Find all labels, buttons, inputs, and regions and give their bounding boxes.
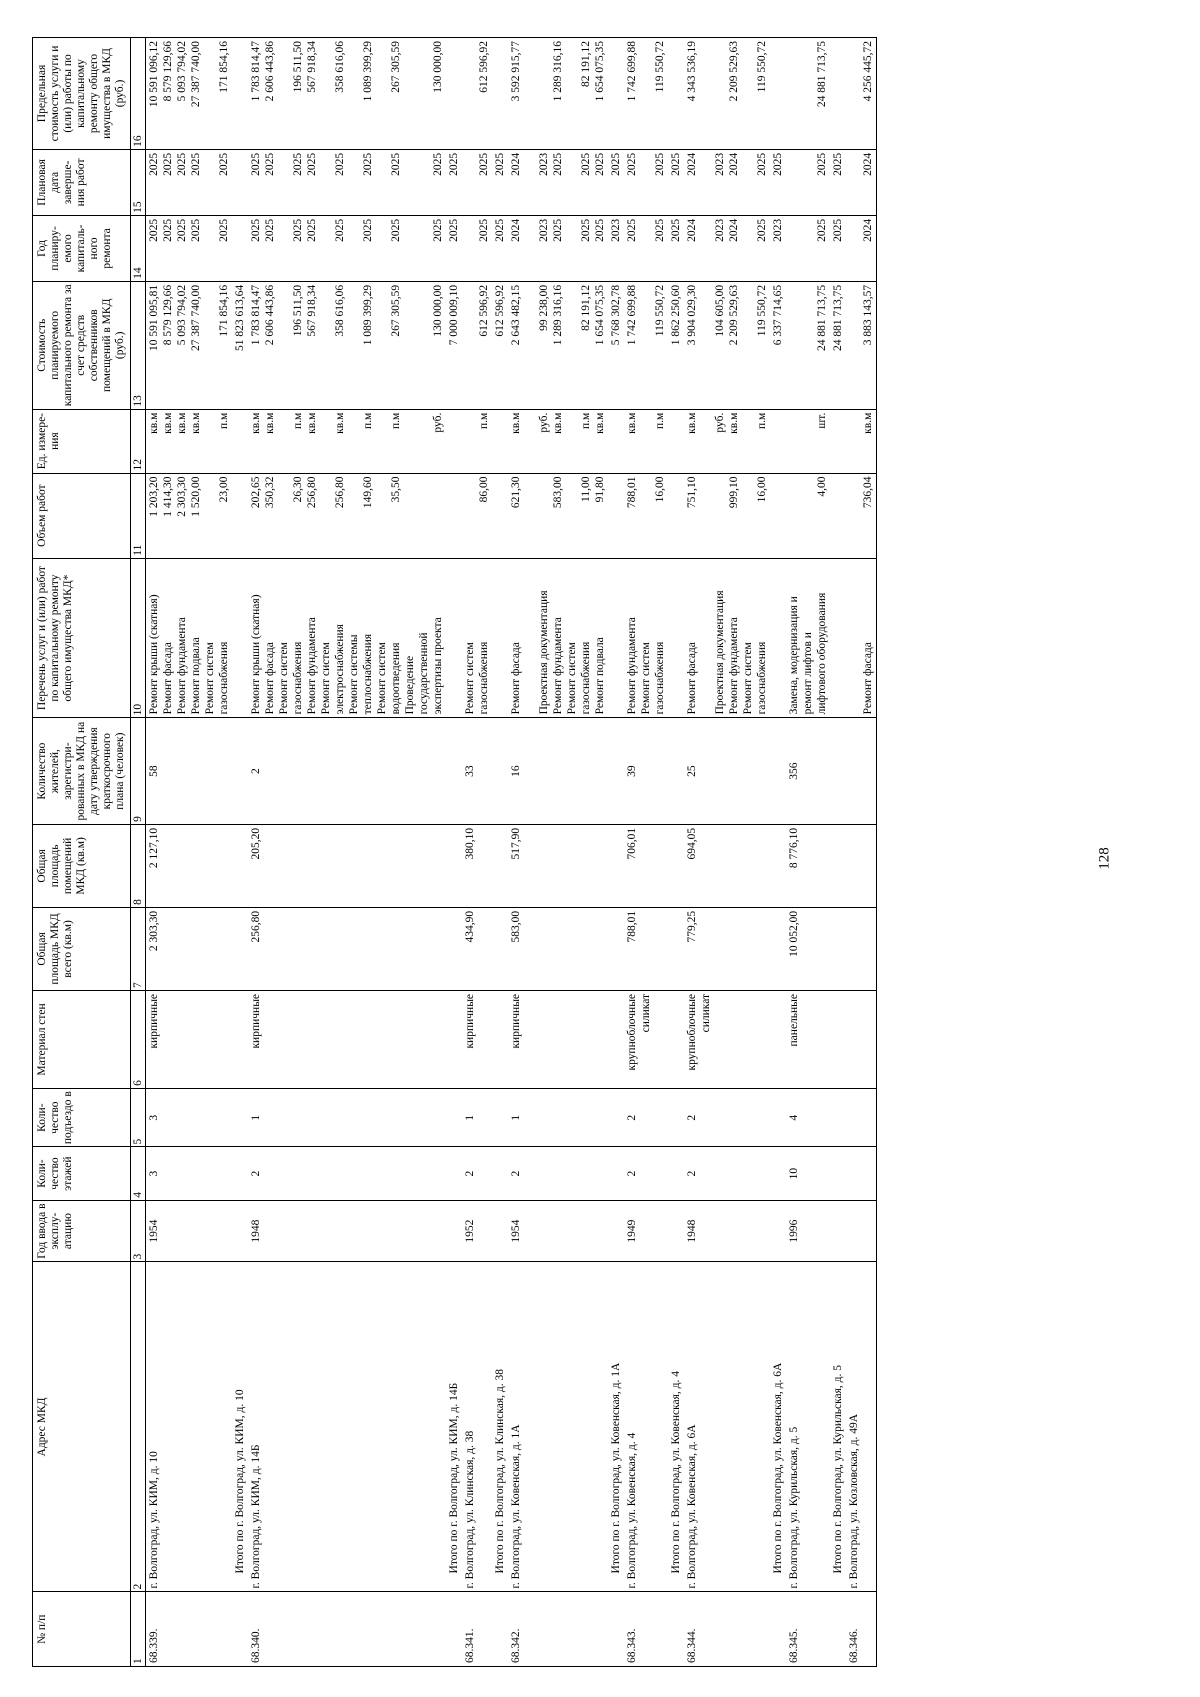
wall-material-cell: кирпичные <box>462 990 492 1088</box>
column-header: Год планиру-емого капиталь-ного ремонта <box>33 215 131 281</box>
unit-cell <box>608 409 624 473</box>
floors-cell <box>232 1147 248 1200</box>
floors-cell <box>846 1147 877 1200</box>
wall-material-cell <box>846 990 877 1088</box>
column-number: 7 <box>131 907 146 990</box>
column-number: 3 <box>131 1200 146 1262</box>
subtotal-row <box>668 38 684 1667</box>
column-header: Плановая дата заверше-ния работ <box>33 149 131 215</box>
works-list-cell: Ремонт крыши (скатная) Ремонт фасада Ремонт систем газоснабжения Ремонт фундамента Ремонт систем электроснабжения Ремонт системы теплоснабжения Ремонт систем водоотведения Проведение государственной экспертизы проекта <box>248 558 446 718</box>
total-area-cell: 583,00 <box>508 907 608 990</box>
address-cell: Итого по г. Волгоград, ул. Ковенская, д. 1А <box>608 1262 624 1592</box>
floors-cell: 10 <box>786 1147 830 1200</box>
year-cell <box>668 1200 684 1262</box>
max-cost-cell: 1 742 699,88 119 550,72 <box>624 38 668 150</box>
rooms-area-cell <box>232 824 248 907</box>
volume-cell <box>608 473 624 558</box>
volume-cell: 86,00 <box>462 473 492 558</box>
plan-year-cell: 2025 2025 2025 2025 2025 <box>146 215 233 281</box>
max-cost-cell: 1 783 814,47 2 606 443,86 196 511,50 567 918,34 358 616,06 1 089 399,29 267 305,59 130 000,00 <box>248 38 446 150</box>
row-number: 68.346. <box>846 1592 877 1667</box>
year-cell: 1952 <box>462 1200 492 1262</box>
end-date-cell: 2025 <box>668 149 684 215</box>
column-number: 16 <box>131 38 146 150</box>
column-number: 6 <box>131 990 146 1088</box>
works-list-cell: Ремонт фасада <box>846 558 877 718</box>
end-date-cell: 2025 2025 2025 2025 2025 2025 2025 2025 <box>248 149 446 215</box>
entrances-cell: 1 <box>462 1088 492 1147</box>
end-date-cell: 2025 <box>786 149 830 215</box>
address-cell: Итого по г. Волгоград, ул. КИМ, д. 10 <box>232 1262 248 1592</box>
row-number <box>770 1592 786 1667</box>
floors-cell <box>830 1147 846 1200</box>
end-date-cell: 2024 2023 2024 2025 <box>684 149 770 215</box>
entrances-cell: 3 <box>146 1088 233 1147</box>
subtotal-row <box>446 38 462 1667</box>
max-cost-cell: 4 343 536,19 2 209 529,63 119 550,72 <box>684 38 770 150</box>
wall-material-cell <box>232 990 248 1088</box>
entrances-cell: 1 <box>248 1088 446 1147</box>
table-row <box>786 38 830 1667</box>
total-area-cell: 256,80 <box>248 907 446 990</box>
floors-cell: 2 <box>248 1147 446 1200</box>
entrances-cell <box>446 1088 462 1147</box>
plan-year-cell: 2024 2023 2025 2025 2025 <box>508 215 608 281</box>
works-list-cell <box>446 558 462 718</box>
entrances-cell: 4 <box>786 1088 830 1147</box>
subtotal-row <box>770 38 786 1667</box>
cost-cell: 3 904 029,30 104 605,00 2 209 529,63 119 550,72 <box>684 281 770 409</box>
end-date-cell: 2025 2025 <box>624 149 668 215</box>
row-number: 68.344. <box>684 1592 770 1667</box>
residents-cell <box>492 718 508 824</box>
column-number: 12 <box>131 409 146 473</box>
floors-cell: 3 <box>146 1147 233 1200</box>
column-number: 14 <box>131 215 146 281</box>
rooms-area-cell: 205,20 <box>248 824 446 907</box>
total-area-cell <box>446 907 462 990</box>
cost-cell: 24 881 713,75 <box>830 281 846 409</box>
plan-year-cell: 2025 <box>830 215 846 281</box>
year-cell <box>846 1200 877 1262</box>
column-number: 8 <box>131 824 146 907</box>
plan-year-cell: 2023 <box>608 215 624 281</box>
total-area-cell <box>668 907 684 990</box>
subtotal-row <box>492 38 508 1667</box>
address-cell: г. Волгоград, ул. КИМ, д. 14Б <box>248 1262 446 1592</box>
row-number: 68.341. <box>462 1592 492 1667</box>
row-number <box>668 1592 684 1667</box>
works-list-cell <box>830 558 846 718</box>
residents-cell <box>830 718 846 824</box>
floors-cell: 2 <box>624 1147 668 1200</box>
year-cell <box>608 1200 624 1262</box>
floors-cell <box>668 1147 684 1200</box>
entrances-cell <box>492 1088 508 1147</box>
table-row <box>508 38 608 1667</box>
wall-material-cell: кирпичные <box>508 990 608 1088</box>
end-date-cell: 2025 <box>446 149 462 215</box>
plan-year-cell: 2025 <box>462 215 492 281</box>
volume-cell: 788,01 16,00 <box>624 473 668 558</box>
year-cell <box>830 1200 846 1262</box>
max-cost-cell <box>608 38 624 150</box>
column-header: Год ввода в эксплу-атацию <box>33 1200 131 1262</box>
works-list-cell: Замена, модернизация и ремонт лифтов и лифтового оборудования <box>786 558 830 718</box>
row-number: 68.343. <box>624 1592 668 1667</box>
end-date-cell: 2025 <box>462 149 492 215</box>
plan-year-cell: 2025 <box>492 215 508 281</box>
volume-cell <box>770 473 786 558</box>
column-number: 15 <box>131 149 146 215</box>
wall-material-cell: панельные <box>786 990 830 1088</box>
total-area-cell <box>846 907 877 990</box>
rooms-area-cell: 2 127,10 <box>146 824 233 907</box>
rooms-area-cell <box>846 824 877 907</box>
max-cost-cell: 612 596,92 <box>462 38 492 150</box>
column-header: Коли-чество этажей <box>33 1147 131 1200</box>
works-list-cell <box>232 558 248 718</box>
rooms-area-cell: 8 776,10 <box>786 824 830 907</box>
column-number: 10 <box>131 558 146 718</box>
wall-material-cell <box>608 990 624 1088</box>
entrances-cell: 1 <box>508 1088 608 1147</box>
subtotal-row <box>608 38 624 1667</box>
residents-cell: 2 <box>248 718 446 824</box>
floors-cell <box>608 1147 624 1200</box>
plan-year-cell: 2025 2025 <box>624 215 668 281</box>
address-cell: г. Волгоград, ул. Клинская, д. 38 <box>462 1262 492 1592</box>
address-cell: г. Волгоград, ул. КИМ, д. 10 <box>146 1262 233 1592</box>
residents-cell: 356 <box>786 718 830 824</box>
plan-year-cell: 2025 2025 2025 2025 2025 2025 2025 2025 <box>248 215 446 281</box>
unit-cell: кв.м руб. кв.м п.м <box>684 409 770 473</box>
row-number: 68.345. <box>786 1592 830 1667</box>
residents-cell: 16 <box>508 718 608 824</box>
cost-cell: 10 591 095,81 8 579 129,66 5 093 794,02 27 387 740,00 171 854,16 <box>146 281 233 409</box>
wall-material-cell <box>668 990 684 1088</box>
cost-cell: 1 783 814,47 2 606 443,86 196 511,50 567 918,34 358 616,06 1 089 399,29 267 305,59 130 000,00 <box>248 281 446 409</box>
address-cell: Итого по г. Волгоград, ул. Ковенская, д. 4 <box>668 1262 684 1592</box>
row-number <box>446 1592 462 1667</box>
column-header: Коли-чество подъездо в <box>33 1088 131 1147</box>
volume-cell: 1 203,20 1 414,30 2 303,30 1 520,00 23,00 <box>146 473 233 558</box>
subtotal-row <box>232 38 248 1667</box>
column-number: 9 <box>131 718 146 824</box>
unit-cell <box>830 409 846 473</box>
works-list-cell: Ремонт фундамента Ремонт систем газоснабжения <box>624 558 668 718</box>
plan-year-cell: 2024 <box>846 215 877 281</box>
floors-cell: 2 <box>684 1147 770 1200</box>
rooms-area-cell: 517,90 <box>508 824 608 907</box>
rooms-area-cell <box>830 824 846 907</box>
address-cell: Итого по г. Волгоград, ул. Курильская, д. 5 <box>830 1262 846 1592</box>
unit-cell <box>232 409 248 473</box>
floors-cell <box>770 1147 786 1200</box>
year-cell: 1949 <box>624 1200 668 1262</box>
volume-cell <box>446 473 462 558</box>
residents-cell <box>668 718 684 824</box>
table-body <box>146 38 877 1667</box>
works-list-cell <box>770 558 786 718</box>
table-row <box>684 38 770 1667</box>
volume-cell: 736,04 <box>846 473 877 558</box>
address-cell: Итого по г. Волгоград, ул. КИМ, д. 14Б <box>446 1262 462 1592</box>
repair-plan-table <box>32 37 877 1667</box>
row-number <box>830 1592 846 1667</box>
entrances-cell <box>232 1088 248 1147</box>
plan-year-cell: 2025 <box>668 215 684 281</box>
wall-material-cell <box>492 990 508 1088</box>
address-cell: г. Волгоград, ул. Козловская, д. 49А <box>846 1262 877 1592</box>
year-cell: 1996 <box>786 1200 830 1262</box>
works-list-cell <box>608 558 624 718</box>
wall-material-cell: кирпичные <box>146 990 233 1088</box>
column-header: Перечень услуг и (или) работ по капитальному ремонту общего имущества МКД* <box>33 558 131 718</box>
column-number: 1 <box>131 1592 146 1667</box>
address-cell: Итого по г. Волгоград, ул. Клинская, д. 38 <box>492 1262 508 1592</box>
works-list-cell: Ремонт систем газоснабжения <box>462 558 492 718</box>
unit-cell: кв.м руб. кв.м п.м кв.м <box>508 409 608 473</box>
unit-cell <box>446 409 462 473</box>
unit-cell: кв.м кв.м кв.м кв.м п.м <box>146 409 233 473</box>
total-area-cell: 434,90 <box>462 907 492 990</box>
plan-year-cell: 2025 <box>786 215 830 281</box>
unit-cell: кв.м п.м <box>624 409 668 473</box>
table-row <box>462 38 492 1667</box>
residents-cell <box>846 718 877 824</box>
works-list-cell: Ремонт крыши (скатная) Ремонт фасада Ремонт фундамента Ремонт подвала Ремонт систем газоснабжения <box>146 558 233 718</box>
column-header: Материал стен <box>33 990 131 1088</box>
residents-cell <box>446 718 462 824</box>
column-header: Общая площадь помещений МКД (кв.м) <box>33 824 131 907</box>
column-header: Объем работ <box>33 473 131 558</box>
rooms-area-cell: 706,01 <box>624 824 668 907</box>
column-header: Общая площадь МКД всего (кв.м) <box>33 907 131 990</box>
volume-cell: 751,10 999,10 16,00 <box>684 473 770 558</box>
cost-cell: 7 000 009,10 <box>446 281 462 409</box>
works-list-cell <box>668 558 684 718</box>
residents-cell: 33 <box>462 718 492 824</box>
row-number <box>608 1592 624 1667</box>
column-header: Ед. измере-ния <box>33 409 131 473</box>
entrances-cell: 2 <box>624 1088 668 1147</box>
unit-cell: шт. <box>786 409 830 473</box>
cost-cell: 3 883 143,57 <box>846 281 877 409</box>
unit-cell <box>770 409 786 473</box>
year-cell <box>232 1200 248 1262</box>
page-number: 128 <box>1096 847 1113 870</box>
address-cell: г. Волгоград, ул. Курильская, д. 5 <box>786 1262 830 1592</box>
end-date-cell: 2025 2025 2025 2025 2025 <box>146 149 233 215</box>
plan-year-cell: 2023 <box>770 215 786 281</box>
plan-year-cell: 2025 <box>446 215 462 281</box>
rooms-area-cell <box>446 824 462 907</box>
volume-cell <box>492 473 508 558</box>
total-area-cell: 779,25 <box>684 907 770 990</box>
max-cost-cell <box>668 38 684 150</box>
cost-cell: 612 596,92 <box>462 281 492 409</box>
row-number <box>232 1592 248 1667</box>
total-area-cell <box>608 907 624 990</box>
cost-cell: 612 596,92 <box>492 281 508 409</box>
end-date-cell: 2025 <box>492 149 508 215</box>
column-header: Стоимость планируемого капитального ремонта за счет средств собственников помещений в МКД (руб.) <box>33 281 131 409</box>
rooms-area-cell <box>770 824 786 907</box>
cost-cell: 51 823 613,64 <box>232 281 248 409</box>
end-date-cell: 2025 <box>830 149 846 215</box>
column-header: Предельная стоимость услуги и (или) работы по капитальному ремонту общего имущества в МКД (руб.) <box>33 38 131 150</box>
wall-material-cell: крупноблочные силикат <box>624 990 668 1088</box>
address-cell: Итого по г. Волгоград, ул. Ковенская, д. 6А <box>770 1262 786 1592</box>
year-cell: 1954 <box>508 1200 608 1262</box>
volume-cell <box>668 473 684 558</box>
max-cost-cell <box>446 38 462 150</box>
max-cost-cell <box>232 38 248 150</box>
column-number: 2 <box>131 1262 146 1592</box>
volume-cell <box>830 473 846 558</box>
total-area-cell: 788,01 <box>624 907 668 990</box>
row-number <box>492 1592 508 1667</box>
unit-cell <box>668 409 684 473</box>
end-date-cell: 2025 <box>770 149 786 215</box>
floors-cell: 2 <box>462 1147 492 1200</box>
entrances-cell <box>770 1088 786 1147</box>
entrances-cell <box>608 1088 624 1147</box>
total-area-cell <box>232 907 248 990</box>
cost-cell: 1 862 250,60 <box>668 281 684 409</box>
max-cost-cell: 4 256 445,72 <box>846 38 877 150</box>
volume-cell <box>232 473 248 558</box>
total-area-cell: 2 303,30 <box>146 907 233 990</box>
entrances-cell: 2 <box>684 1088 770 1147</box>
year-cell: 1954 <box>146 1200 233 1262</box>
entrances-cell <box>846 1088 877 1147</box>
column-header: № п/п <box>33 1592 131 1667</box>
entrances-cell <box>830 1088 846 1147</box>
wall-material-cell <box>830 990 846 1088</box>
table-row <box>248 38 446 1667</box>
entrances-cell <box>668 1088 684 1147</box>
residents-cell: 25 <box>684 718 770 824</box>
row-number: 68.340. <box>248 1592 446 1667</box>
max-cost-cell: 10 591 096,12 8 579 129,66 5 093 794,02 27 387 740,00 171 854,16 <box>146 38 233 150</box>
unit-cell <box>492 409 508 473</box>
column-number: 11 <box>131 473 146 558</box>
volume-cell: 621,30 583,00 11,00 91,80 <box>508 473 608 558</box>
column-header: Адрес МКД <box>33 1262 131 1592</box>
header-row <box>33 38 131 1667</box>
subtotal-row <box>830 38 846 1667</box>
table-row <box>146 38 233 1667</box>
address-cell: г. Волгоград, ул. Ковенская, д. 4 <box>624 1262 668 1592</box>
total-area-cell <box>492 907 508 990</box>
max-cost-cell: 3 592 915,77 1 289 316,16 82 191,12 1 654 075,35 <box>508 38 608 150</box>
max-cost-cell <box>492 38 508 150</box>
end-date-cell <box>232 149 248 215</box>
rooms-area-cell: 694,05 <box>684 824 770 907</box>
wall-material-cell <box>446 990 462 1088</box>
plan-year-cell: 2024 2023 2024 2025 <box>684 215 770 281</box>
rooms-area-cell <box>492 824 508 907</box>
cost-cell: 2 643 482,15 99 238,00 1 289 316,16 82 191,12 1 654 075,35 <box>508 281 608 409</box>
rooms-area-cell <box>608 824 624 907</box>
volume-cell: 202,65 350,32 26,30 256,80 256,80 149,60 35,50 <box>248 473 446 558</box>
residents-cell <box>608 718 624 824</box>
column-number-row <box>131 38 146 1667</box>
year-cell: 1948 <box>684 1200 770 1262</box>
unit-cell: п.м <box>462 409 492 473</box>
rooms-area-cell <box>668 824 684 907</box>
unit-cell: кв.м кв.м п.м кв.м кв.м п.м п.м руб. <box>248 409 446 473</box>
column-number: 13 <box>131 281 146 409</box>
row-number: 68.339. <box>146 1592 233 1667</box>
unit-cell: кв.м <box>846 409 877 473</box>
plan-year-cell <box>232 215 248 281</box>
end-date-cell: 2025 <box>608 149 624 215</box>
year-cell: 1948 <box>248 1200 446 1262</box>
works-list-cell: Ремонт фасада Проектная документация Ремонт фундамента Ремонт систем газоснабжения Ремонт подвала <box>508 558 608 718</box>
total-area-cell <box>770 907 786 990</box>
total-area-cell <box>830 907 846 990</box>
max-cost-cell: 24 881 713,75 <box>786 38 830 150</box>
wall-material-cell <box>770 990 786 1088</box>
row-number: 68.342. <box>508 1592 608 1667</box>
table-row <box>846 38 877 1667</box>
residents-cell <box>232 718 248 824</box>
column-number: 5 <box>131 1088 146 1147</box>
table-row <box>624 38 668 1667</box>
floors-cell <box>446 1147 462 1200</box>
cost-cell: 24 881 713,75 <box>786 281 830 409</box>
volume-cell: 4,00 <box>786 473 830 558</box>
cost-cell: 6 337 714,65 <box>770 281 786 409</box>
floors-cell: 2 <box>508 1147 608 1200</box>
works-list-cell: Ремонт фасада Проектная документация Ремонт фундамента Ремонт систем газоснабжения <box>684 558 770 718</box>
column-number: 4 <box>131 1147 146 1200</box>
cost-cell: 5 768 302,78 <box>608 281 624 409</box>
max-cost-cell <box>770 38 786 150</box>
works-list-cell <box>492 558 508 718</box>
year-cell <box>770 1200 786 1262</box>
year-cell <box>492 1200 508 1262</box>
residents-cell: 58 <box>146 718 233 824</box>
max-cost-cell <box>830 38 846 150</box>
residents-cell: 39 <box>624 718 668 824</box>
wall-material-cell: крупноблочные силикат <box>684 990 770 1088</box>
year-cell <box>446 1200 462 1262</box>
rooms-area-cell: 380,10 <box>462 824 492 907</box>
end-date-cell: 2024 <box>846 149 877 215</box>
floors-cell <box>492 1147 508 1200</box>
residents-cell <box>770 718 786 824</box>
total-area-cell: 10 052,00 <box>786 907 830 990</box>
cost-cell: 1 742 699,88 119 550,72 <box>624 281 668 409</box>
wall-material-cell: кирпичные <box>248 990 446 1088</box>
end-date-cell: 2024 2023 2025 2025 2025 <box>508 149 608 215</box>
address-cell: г. Волгоград, ул. Ковенская, д. 6А <box>684 1262 770 1592</box>
column-header: Количество жителей, зарегистри-рованных в МКД на дату утверждения краткосрочного плана (человек) <box>33 718 131 824</box>
address-cell: г. Волгоград, ул. Ковенская, д. 1А <box>508 1262 608 1592</box>
